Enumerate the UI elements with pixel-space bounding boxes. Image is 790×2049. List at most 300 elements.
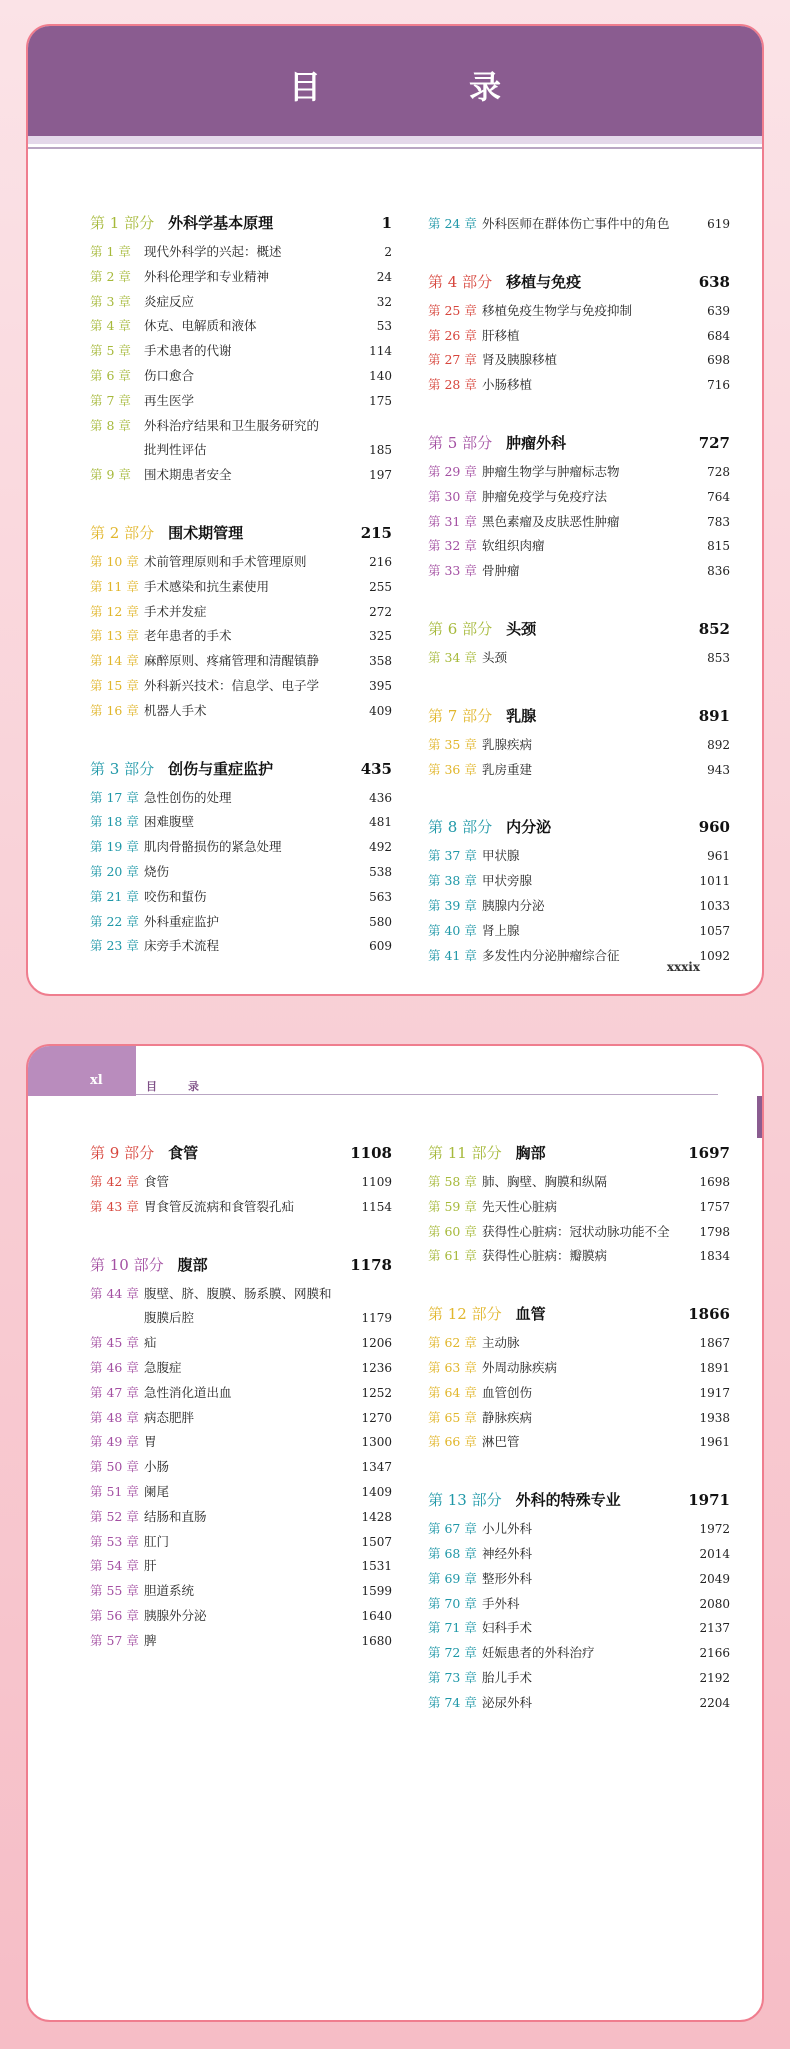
chapter-title: 困难腹壁 (144, 814, 195, 830)
part-heading (428, 618, 730, 644)
chapter-page: 1891 (699, 1360, 730, 1375)
chapter-title: 烧伤 (144, 863, 170, 879)
chapter-entry[interactable] (428, 1331, 730, 1356)
chapter-entry[interactable] (428, 299, 730, 324)
chapter-entry[interactable] (90, 240, 392, 265)
part-title: 内分泌 (506, 818, 552, 837)
chapter-page: 1300 (361, 1435, 392, 1450)
part-heading (90, 1142, 392, 1168)
part-label: 第 8 部分 (428, 818, 493, 837)
chapter-page: 836 (707, 564, 730, 579)
chapter-page: 325 (369, 629, 392, 644)
part-label: 第 9 部分 (90, 1144, 155, 1162)
chapter-title: 外科伦理学和专业精神 (144, 268, 270, 284)
part-page: 1 (381, 214, 392, 232)
chapter-title: 批判性评估 (144, 442, 207, 458)
chapter-label: 第 61 章 (428, 1248, 477, 1264)
chapter-label: 第 25 章 (428, 302, 477, 318)
chapter-page: 32 (376, 294, 392, 309)
chapter-entry[interactable] (90, 550, 392, 575)
chapter-label: 第 13 章 (90, 628, 139, 644)
section-gap (90, 488, 392, 522)
chapter-title: 休克、电解质和液体 (144, 318, 257, 334)
chapter-page: 185 (369, 443, 392, 458)
chapter-title: 食管 (144, 1174, 170, 1189)
chapter-page: 2080 (699, 1596, 730, 1611)
chapter-title: 再生医学 (144, 392, 195, 408)
chapter-page: 1507 (361, 1534, 392, 1549)
chapter-page: 815 (707, 539, 730, 554)
chapter-entry[interactable] (90, 1170, 392, 1195)
chapter-title: 移植免疫生物学与免疫抑制 (482, 302, 633, 318)
chapter-entry[interactable] (90, 575, 392, 600)
chapter-title: 神经外科 (482, 1545, 533, 1561)
chapter-entry[interactable] (90, 1430, 392, 1455)
chapter-page: 1698 (699, 1175, 730, 1189)
chapter-label: 第 51 章 (90, 1483, 139, 1499)
chapter-entry[interactable] (428, 485, 730, 510)
chapter-title: 肿瘤免疫学与免疫疗法 (482, 488, 608, 504)
page-number: xl (90, 1073, 103, 1088)
chapter-page: 1834 (699, 1249, 730, 1264)
chapter-title: 骨肿瘤 (482, 563, 520, 579)
chapter-entry[interactable] (428, 1592, 730, 1617)
chapter-page: 580 (369, 914, 392, 929)
chapter-title: 急性消化道出血 (144, 1384, 232, 1400)
chapter-entry[interactable] (90, 786, 392, 811)
chapter-entry[interactable] (90, 1629, 392, 1654)
part-title: 乳腺 (506, 706, 537, 725)
chapter-entry[interactable] (428, 919, 730, 944)
chapter-page: 255 (369, 579, 392, 594)
toc-page-1 (26, 24, 764, 996)
part-page: 1697 (688, 1144, 730, 1162)
chapter-page: 1033 (699, 898, 730, 913)
part-heading (428, 432, 730, 458)
chapter-title: 胃食管反流病和食管裂孔疝 (144, 1198, 295, 1214)
chapter-entry[interactable] (90, 1195, 392, 1220)
chapter-entry[interactable] (428, 1220, 730, 1245)
part-page: 1866 (688, 1305, 730, 1324)
chapter-page: 2 (384, 245, 392, 259)
chapter-label: 第 10 章 (90, 553, 139, 569)
chapter-entry[interactable] (90, 1306, 392, 1331)
edge-tab (757, 1096, 762, 1138)
chapter-title: 疝 (144, 1335, 157, 1351)
header-rule (136, 1094, 718, 1095)
chapter-entry[interactable] (428, 1517, 730, 1542)
chapter-label: 第 66 章 (428, 1434, 477, 1450)
chapter-page: 1154 (361, 1199, 392, 1214)
part-heading (428, 1303, 730, 1329)
part-title: 外科学基本原理 (168, 214, 274, 232)
title-band (28, 26, 762, 136)
chapter-entry[interactable] (428, 1381, 730, 1406)
chapter-page: 684 (707, 328, 730, 343)
chapter-label: 第 48 章 (90, 1409, 139, 1425)
chapter-entry[interactable] (428, 324, 730, 349)
chapter-label: 第 29 章 (428, 463, 477, 479)
chapter-entry[interactable] (90, 438, 392, 463)
chapter-label: 第 73 章 (428, 1669, 477, 1685)
chapter-page: 24 (376, 269, 392, 284)
part-title: 血管 (515, 1305, 546, 1324)
chapter-entry[interactable] (90, 910, 392, 935)
chapter-label: 第 62 章 (428, 1335, 477, 1351)
chapter-page: 2192 (699, 1670, 730, 1685)
part-title: 食管 (168, 1144, 199, 1162)
chapter-label: 第 19 章 (90, 839, 139, 855)
chapter-entry[interactable] (428, 559, 730, 584)
chapter-entry[interactable] (428, 1641, 730, 1666)
chapter-page: 53 (376, 319, 392, 334)
chapter-page: 619 (707, 217, 730, 231)
chapter-title: 肾上腺 (482, 922, 520, 938)
chapter-page: 1109 (361, 1175, 392, 1189)
chapter-label: 第 45 章 (90, 1335, 139, 1351)
chapter-title: 肝 (144, 1558, 157, 1574)
chapter-entry[interactable] (428, 844, 730, 869)
chapter-entry[interactable] (428, 894, 730, 919)
part-page: 638 (698, 272, 730, 291)
chapter-title: 胰腺外分泌 (144, 1607, 207, 1623)
toc-column-left (90, 212, 392, 968)
chapter-page: 2014 (699, 1546, 730, 1561)
chapter-entry[interactable] (90, 624, 392, 649)
chapter-page: 395 (369, 678, 392, 693)
chapter-title: 现代外科学的兴起：概述 (144, 244, 282, 259)
chapter-entry[interactable] (428, 646, 730, 671)
part-label: 第 1 部分 (90, 214, 155, 232)
chapter-title: 乳腺疾病 (482, 736, 533, 752)
chapter-label: 第 50 章 (90, 1459, 139, 1475)
chapter-entry[interactable] (428, 1195, 730, 1220)
chapter-label: 第 32 章 (428, 538, 477, 554)
chapter-page: 716 (707, 378, 730, 393)
chapter-entry[interactable] (90, 314, 392, 339)
toc-page-2 (26, 1044, 764, 2022)
chapter-entry[interactable] (428, 1616, 730, 1641)
chapter-title: 先天性心脏病 (482, 1198, 558, 1214)
chapter-entry[interactable] (428, 1666, 730, 1691)
chapter-label: 第 72 章 (428, 1645, 477, 1661)
chapter-title: 结肠和直肠 (144, 1508, 207, 1524)
chapter-title: 主动脉 (482, 1335, 520, 1351)
chapter-title: 甲状腺 (482, 848, 520, 864)
chapter-entry[interactable] (90, 364, 392, 389)
chapter-label: 第 74 章 (428, 1694, 477, 1710)
chapter-entry[interactable] (428, 1356, 730, 1381)
chapter-label: 第 31 章 (428, 513, 477, 529)
part-label: 第 4 部分 (428, 272, 493, 291)
chapter-page: 140 (369, 368, 392, 383)
chapter-page: 114 (369, 344, 392, 359)
chapter-entry[interactable] (90, 290, 392, 315)
chapter-page: 1961 (699, 1435, 730, 1450)
part-label: 第 11 部分 (428, 1144, 502, 1162)
chapter-entry[interactable] (428, 348, 730, 373)
part-page: 852 (698, 619, 730, 638)
chapter-page: 1680 (361, 1633, 392, 1648)
chapter-entry[interactable] (90, 934, 392, 959)
chapter-entry[interactable] (428, 1691, 730, 1716)
chapter-page: 728 (707, 464, 730, 479)
chapter-label: 第 56 章 (90, 1607, 139, 1623)
chapter-page: 853 (707, 650, 730, 665)
chapter-title: 肺、胸壁、胸膜和纵隔 (482, 1174, 608, 1189)
toc-column-left (90, 1142, 392, 1716)
chapter-label: 第 42 章 (90, 1174, 139, 1189)
chapter-label: 第 63 章 (428, 1359, 477, 1375)
part-heading (90, 212, 392, 238)
chapter-entry[interactable] (90, 1579, 392, 1604)
part-title: 腹部 (177, 1255, 208, 1274)
chapter-page: 409 (369, 703, 392, 718)
chapter-page: 1179 (361, 1311, 392, 1326)
part-page: 1178 (350, 1255, 392, 1274)
chapter-page: 2137 (699, 1621, 730, 1636)
section-gap (428, 398, 730, 432)
chapter-label: 第 36 章 (428, 761, 477, 777)
chapter-title: 腹膜后腔 (144, 1310, 195, 1326)
chapter-page: 2204 (699, 1695, 730, 1710)
chapter-entry[interactable] (428, 1244, 730, 1269)
section-gap (428, 1455, 730, 1489)
chapter-label: 第 9 章 (90, 467, 131, 483)
chapter-title: 小肠移植 (482, 377, 533, 393)
chapter-label: 第 2 章 (90, 268, 131, 284)
section-gap (428, 237, 730, 271)
chapter-page: 1252 (361, 1385, 392, 1400)
chapter-label: 第 21 章 (90, 888, 139, 904)
chapter-title: 胰腺内分泌 (482, 897, 545, 913)
chapter-title: 炎症反应 (144, 293, 195, 309)
chapter-label: 第 35 章 (428, 736, 477, 752)
chapter-entry[interactable] (428, 1430, 730, 1455)
chapter-label: 第 65 章 (428, 1409, 477, 1425)
chapter-title: 伤口愈合 (144, 367, 195, 383)
part-label: 第 6 部分 (428, 619, 493, 638)
chapter-label: 第 30 章 (428, 488, 477, 504)
chapter-label: 第 43 章 (90, 1198, 139, 1214)
chapter-page: 1011 (699, 874, 730, 889)
chapter-label: 第 27 章 (428, 352, 477, 368)
chapter-label: 第 67 章 (428, 1521, 477, 1537)
chapter-title: 胃 (144, 1434, 157, 1450)
part-page: 435 (360, 759, 392, 778)
chapter-label: 第 40 章 (428, 922, 477, 938)
chapter-page: 1409 (361, 1484, 392, 1499)
part-label: 第 12 部分 (428, 1305, 502, 1324)
chapter-page: 1972 (699, 1522, 730, 1537)
part-heading (428, 705, 730, 731)
page-header (28, 1046, 762, 1096)
chapter-entry[interactable] (428, 534, 730, 559)
chapter-page: 272 (369, 604, 392, 619)
chapter-page: 436 (369, 790, 392, 805)
chapter-label: 第 7 章 (90, 392, 131, 408)
chapter-title: 泌尿外科 (482, 1694, 533, 1710)
chapter-entry[interactable] (428, 373, 730, 398)
chapter-page: 783 (707, 514, 730, 529)
part-title: 创伤与重症监护 (168, 759, 274, 778)
chapter-entry[interactable] (428, 733, 730, 758)
chapter-label: 第 1 章 (90, 244, 131, 259)
chapter-title: 手外科 (482, 1595, 520, 1611)
chapter-page: 492 (369, 840, 392, 855)
chapter-page: 698 (707, 353, 730, 368)
chapter-title: 黑色素瘤及皮肤恶性肿瘤 (482, 513, 620, 529)
chapter-label: 第 28 章 (428, 377, 477, 393)
chapter-label: 第 46 章 (90, 1359, 139, 1375)
chapter-entry[interactable] (90, 1356, 392, 1381)
chapter-title: 腹壁、脐、腹膜、肠系膜、网膜和 (144, 1285, 332, 1301)
chapter-label: 第 41 章 (428, 947, 477, 963)
chapter-title: 头颈 (482, 649, 508, 665)
chapter-label: 第 11 章 (90, 578, 139, 594)
chapter-label: 第 69 章 (428, 1570, 477, 1586)
chapter-title: 外周动脉疾病 (482, 1359, 558, 1375)
chapter-page: 2166 (699, 1646, 730, 1661)
chapter-title: 手术患者的代谢 (144, 343, 232, 359)
chapter-entry[interactable] (90, 1554, 392, 1579)
chapter-entry[interactable] (90, 835, 392, 860)
chapter-label: 第 44 章 (90, 1285, 139, 1301)
chapter-entry[interactable] (90, 810, 392, 835)
chapter-label: 第 8 章 (90, 417, 131, 433)
chapter-page: 358 (369, 654, 392, 669)
chapter-label: 第 70 章 (428, 1595, 477, 1611)
chapter-entry[interactable] (90, 463, 392, 488)
chapter-label: 第 23 章 (90, 938, 139, 954)
chapter-title: 妇科手术 (482, 1620, 533, 1636)
chapter-entry[interactable] (428, 460, 730, 485)
chapter-entry[interactable] (90, 265, 392, 290)
section-gap (90, 1220, 392, 1254)
chapter-label: 第 38 章 (428, 873, 477, 889)
part-page: 891 (698, 706, 730, 725)
chapter-entry[interactable] (90, 389, 392, 414)
chapter-page: 1057 (699, 923, 730, 938)
chapter-entry[interactable] (90, 1480, 392, 1505)
chapter-entry[interactable] (428, 212, 730, 237)
part-title: 移植与免疫 (506, 272, 582, 291)
chapter-entry[interactable] (90, 674, 392, 699)
part-page: 215 (360, 523, 392, 542)
chapter-title: 病态肥胖 (144, 1409, 195, 1425)
chapter-entry[interactable] (90, 885, 392, 910)
chapter-label: 第 20 章 (90, 863, 139, 879)
chapter-title: 机器人手术 (144, 702, 207, 718)
chapter-entry[interactable] (90, 699, 392, 724)
chapter-label: 第 64 章 (428, 1384, 477, 1400)
chapter-page: 639 (707, 303, 730, 318)
section-gap (90, 724, 392, 758)
part-title: 肿瘤外科 (506, 433, 567, 452)
title-rule-thin (28, 147, 762, 149)
chapter-page: 1599 (361, 1584, 392, 1599)
part-heading (90, 1254, 392, 1280)
part-heading (90, 758, 392, 784)
chapter-entry[interactable] (90, 1381, 392, 1406)
chapter-title: 整形外科 (482, 1570, 533, 1586)
chapter-title: 肝移植 (482, 327, 520, 343)
part-label: 第 10 部分 (90, 1255, 164, 1274)
chapter-title: 乳房重建 (482, 761, 533, 777)
chapter-title: 胆道系统 (144, 1583, 195, 1599)
chapter-label: 第 16 章 (90, 702, 139, 718)
chapter-entry[interactable] (90, 1331, 392, 1356)
chapter-entry[interactable] (428, 510, 730, 535)
chapter-entry[interactable] (90, 649, 392, 674)
chapter-page: 1867 (699, 1336, 730, 1351)
chapter-entry[interactable] (90, 1406, 392, 1431)
chapter-entry[interactable] (428, 1406, 730, 1431)
chapter-label: 第 58 章 (428, 1174, 477, 1189)
chapter-page: 961 (707, 849, 730, 864)
section-gap (428, 671, 730, 705)
chapter-label: 第 33 章 (428, 563, 477, 579)
chapter-page: 1917 (699, 1385, 730, 1400)
chapter-entry[interactable] (428, 758, 730, 783)
chapter-label: 第 14 章 (90, 653, 139, 669)
part-label: 第 13 部分 (428, 1491, 502, 1510)
chapter-label: 第 4 章 (90, 318, 131, 334)
chapter-page: 2049 (699, 1571, 730, 1586)
chapter-entry[interactable] (428, 1567, 730, 1592)
chapter-title: 老年患者的手术 (144, 628, 232, 644)
chapter-entry[interactable] (90, 1282, 392, 1307)
chapter-page: 538 (369, 864, 392, 879)
chapter-title: 淋巴管 (482, 1434, 520, 1450)
chapter-label: 第 37 章 (428, 848, 477, 864)
chapter-title: 外科新兴技术：信息学、电子学 (144, 677, 320, 693)
chapter-entry[interactable] (428, 1542, 730, 1567)
chapter-entry[interactable] (90, 339, 392, 364)
chapter-page: 1938 (699, 1410, 730, 1425)
chapter-entry[interactable] (90, 860, 392, 885)
running-header: 目 录 (146, 1080, 209, 1093)
chapter-page: 1236 (361, 1360, 392, 1375)
chapter-entry[interactable] (90, 1505, 392, 1530)
section-gap (428, 782, 730, 816)
chapter-entry[interactable] (90, 1455, 392, 1480)
chapter-label: 第 68 章 (428, 1545, 477, 1561)
chapter-page: 1798 (699, 1224, 730, 1239)
chapter-label: 第 6 章 (90, 367, 131, 383)
chapter-title: 急性创伤的处理 (144, 789, 232, 805)
chapter-entry[interactable] (90, 1530, 392, 1555)
chapter-page: 216 (369, 554, 392, 569)
chapter-label: 第 26 章 (428, 327, 477, 343)
chapter-label: 第 18 章 (90, 814, 139, 830)
chapter-entry[interactable] (90, 600, 392, 625)
chapter-title: 小肠 (144, 1459, 170, 1475)
toc-column-right (428, 1142, 730, 1716)
part-page: 960 (698, 818, 730, 837)
part-heading (428, 1489, 730, 1515)
chapter-entry[interactable] (90, 1604, 392, 1629)
chapter-entry[interactable] (428, 869, 730, 894)
chapter-entry[interactable] (428, 1170, 730, 1195)
chapter-title: 手术并发症 (144, 603, 207, 619)
chapter-label: 第 12 章 (90, 603, 139, 619)
chapter-title: 麻醉原则、疼痛管理和清醒镇静 (144, 653, 320, 669)
chapter-label: 第 22 章 (90, 913, 139, 929)
chapter-entry[interactable] (90, 414, 392, 439)
section-gap (428, 1269, 730, 1303)
chapter-page: 892 (707, 737, 730, 752)
